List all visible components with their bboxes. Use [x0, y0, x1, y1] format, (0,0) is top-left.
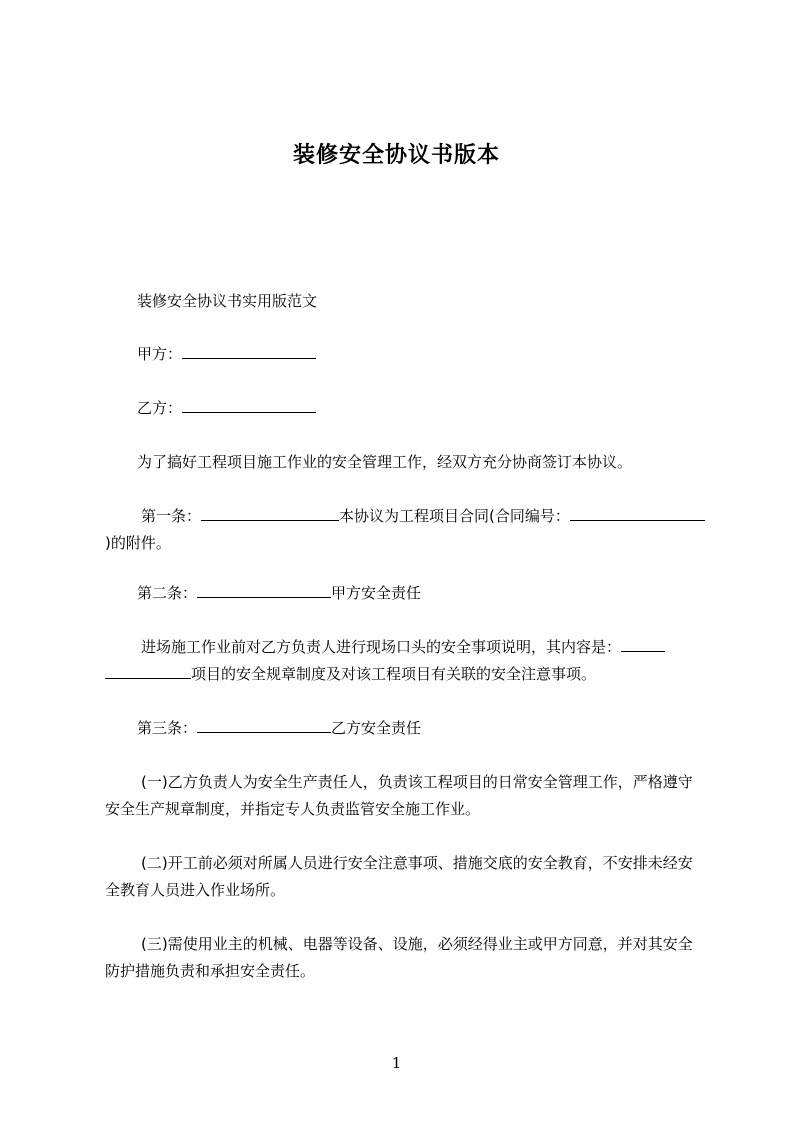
document-title: 装修安全协议书版本 — [292, 143, 500, 168]
article-2-text-b: 项目的安全规章制度及对该工程项目有关联的安全注意事项。 — [191, 665, 597, 683]
article-3-blank — [197, 716, 331, 733]
article-3-item-3: (三)需使用业主的机械、电器等设备、设施，必须经得业主或甲方同意，并对其安全防护措施负责和承担安全责任。 — [105, 935, 693, 980]
article-2-label: 第二条： — [137, 584, 198, 602]
article-1-text-b: )的附件。 — [105, 534, 171, 552]
article-1-contract-number-blank — [570, 504, 683, 521]
document-subtitle: 装修安全协议书实用版范文 — [137, 292, 318, 310]
article-3-label: 第三条： — [137, 719, 198, 737]
party-b-line — [105, 395, 705, 422]
article-3-heading-line — [105, 715, 705, 742]
article-1-text-a: 本协议为工程项目合同(合同编号： — [339, 507, 570, 525]
article-2-blank-end — [621, 635, 665, 652]
article-2-blank-start — [105, 662, 191, 679]
party-b-label: 乙方： — [137, 399, 183, 417]
article-2-heading-line — [105, 580, 705, 607]
party-b-blank — [182, 396, 316, 413]
article-3-item-1: (一)乙方负责人为安全生产责任人，负责该工程项目的日常安全管理工作，严格遵守安全生产规章制度，并指定专人负责监管安全施工作业。 — [105, 773, 693, 818]
party-a-line — [105, 341, 705, 368]
party-a-blank — [182, 342, 316, 359]
article-3-heading: 乙方安全责任 — [331, 719, 422, 737]
party-a-label: 甲方： — [137, 345, 183, 363]
article-1-blank — [201, 504, 339, 521]
article-1-contract-number-blank-cont — [683, 504, 705, 521]
article-2-text-a: 进场施工作业前对乙方负责人进行现场口头的安全事项说明，其内容是： — [141, 638, 622, 656]
article-3-item-2: (二)开工前必须对所属人员进行安全注意事项、措施交底的安全教育，不安排未经安全教育人员进入作业场所。 — [105, 854, 693, 899]
article-2-paragraph — [105, 634, 705, 688]
article-1-paragraph — [105, 503, 705, 557]
page-number: 1 — [391, 1054, 402, 1072]
article-1-label: 第一条： — [141, 507, 202, 525]
article-2-heading: 甲方安全责任 — [331, 584, 422, 602]
intro-paragraph: 为了搞好工程项目施工作业的安全管理工作，经双方充分协商签订本协议。 — [137, 453, 633, 471]
article-2-blank — [197, 581, 331, 598]
